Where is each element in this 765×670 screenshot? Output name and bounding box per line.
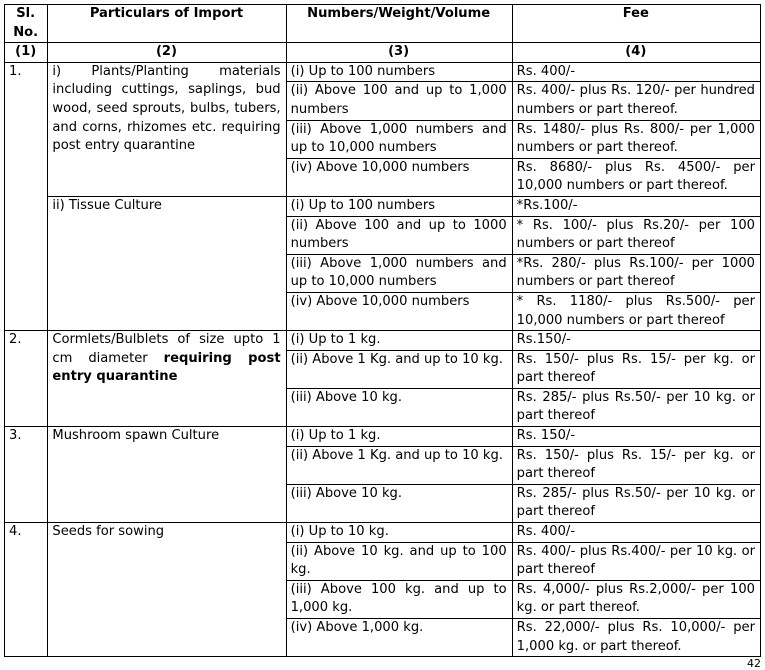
table-row [5, 196, 761, 216]
quantity-range-cell: (i) Up to 1 kg. [286, 427, 512, 447]
fee-cell: Rs. 400/- [512, 62, 760, 82]
fee-cell: Rs. 400/- plus Rs.400/- per 10 kg. or part thereof [512, 542, 760, 580]
quantity-range-cell: (i) Up to 10 kg. [286, 523, 512, 543]
fee-cell: * Rs. 1180/- plus Rs.500/- per 10,000 numbers or part thereof [512, 292, 760, 330]
serial-number-cell: 4. [5, 523, 48, 657]
particulars-text: Cormlets/Bulblets of size upto 1 cm diameter [52, 332, 281, 366]
column-number: (1) [5, 43, 48, 63]
particulars-cell [48, 196, 286, 330]
quantity-range-cell: (iii) Above 1,000 numbers and up to 10,000 numbers [286, 120, 512, 158]
quantity-range-cell: (iii) Above 10 kg. [286, 484, 512, 522]
quantity-range-cell: (ii) Above 100 and up to 1000 numbers [286, 216, 512, 254]
fee-cell: * Rs. 100/- plus Rs.20/- per 100 numbers or part thereof [512, 216, 760, 254]
header-sl-no: Sl. No. [5, 5, 48, 43]
particulars-text: i) Plants/Planting materials including cuttings, saplings, bud wood, seed sprouts, bulbs, tubers, and corns, rhizomes etc. requiring post entry quarantine [52, 63, 281, 154]
table-row [5, 523, 761, 543]
fee-cell: Rs. 4,000/- plus Rs.2,000/- per 100 kg. or part thereof. [512, 580, 760, 618]
fee-table-body [5, 62, 761, 656]
quantity-range-cell: (i) Up to 100 numbers [286, 196, 512, 216]
header-fee: Fee [512, 5, 760, 43]
quantity-range-cell: (iii) Above 1,000 numbers and up to 10,000 numbers [286, 254, 512, 292]
particulars-cell [48, 62, 286, 196]
fee-cell: Rs. 400/- [512, 523, 760, 543]
header-numbers-weight-volume: Numbers/Weight/Volume [286, 5, 512, 43]
table-row [5, 62, 761, 82]
quantity-range-cell: (ii) Above 10 kg. and up to 100 kg. [286, 542, 512, 580]
fee-cell: Rs. 285/- plus Rs.50/- per 10 kg. or part thereof [512, 484, 760, 522]
particulars-emphasis: requiring post entry quarantine [52, 350, 281, 385]
fee-cell: Rs. 285/- plus Rs.50/- per 10 kg. or part thereof [512, 388, 760, 426]
fee-cell: Rs. 400/- plus Rs. 120/- per hundred numbers or part thereof. [512, 82, 760, 120]
fee-cell: *Rs. 280/- plus Rs.100/- per 1000 numbers or part thereof [512, 254, 760, 292]
quantity-range-cell: (iv) Above 1,000 kg. [286, 619, 512, 657]
fee-cell: Rs. 150/- plus Rs. 15/- per kg. or part thereof [512, 350, 760, 388]
fee-cell: *Rs.100/- [512, 196, 760, 216]
particulars-cell [48, 331, 286, 427]
quantity-range-cell: (ii) Above 1 Kg. and up to 10 kg. [286, 446, 512, 484]
quantity-range-cell: (iii) Above 100 kg. and up to 1,000 kg. [286, 580, 512, 618]
particulars-text: Mushroom spawn Culture [52, 428, 220, 444]
fee-cell: Rs.150/- [512, 331, 760, 351]
particulars-text: Seeds for sowing [52, 524, 165, 540]
fee-cell: Rs. 22,000/- plus Rs. 10,000/- per 1,000 kg. or part thereof. [512, 619, 760, 657]
serial-number-cell: 3. [5, 427, 48, 523]
quantity-range-cell: (i) Up to 100 numbers [286, 62, 512, 82]
column-number: (3) [286, 43, 512, 63]
quantity-range-cell: (iv) Above 10,000 numbers [286, 292, 512, 330]
fee-table [4, 4, 761, 657]
fee-cell: Rs. 8680/- plus Rs. 4500/- per 10,000 numbers or part thereof. [512, 158, 760, 196]
fee-cell: Rs. 1480/- plus Rs. 800/- per 1,000 numbers or part thereof. [512, 120, 760, 158]
column-number-row [5, 43, 761, 63]
particulars-text: ii) Tissue Culture [52, 197, 162, 213]
fee-cell: Rs. 150/- [512, 427, 760, 447]
fee-cell: Rs. 150/- plus Rs. 15/- per kg. or part thereof [512, 446, 760, 484]
quantity-range-cell: (ii) Above 1 Kg. and up to 10 kg. [286, 350, 512, 388]
serial-number-cell: 2. [5, 331, 48, 427]
header-particulars: Particulars of Import [48, 5, 286, 43]
particulars-cell [48, 523, 286, 657]
particulars-cell [48, 427, 286, 523]
quantity-range-cell: (i) Up to 1 kg. [286, 331, 512, 351]
quantity-range-cell: (ii) Above 100 and up to 1,000 numbers [286, 82, 512, 120]
serial-number-cell: 1. [5, 62, 48, 330]
header-row [5, 5, 761, 43]
quantity-range-cell: (iv) Above 10,000 numbers [286, 158, 512, 196]
column-number: (4) [512, 43, 760, 63]
table-row [5, 331, 761, 351]
column-number: (2) [48, 43, 286, 63]
page-number: 42 [747, 657, 761, 670]
table-row [5, 427, 761, 447]
quantity-range-cell: (iii) Above 10 kg. [286, 388, 512, 426]
